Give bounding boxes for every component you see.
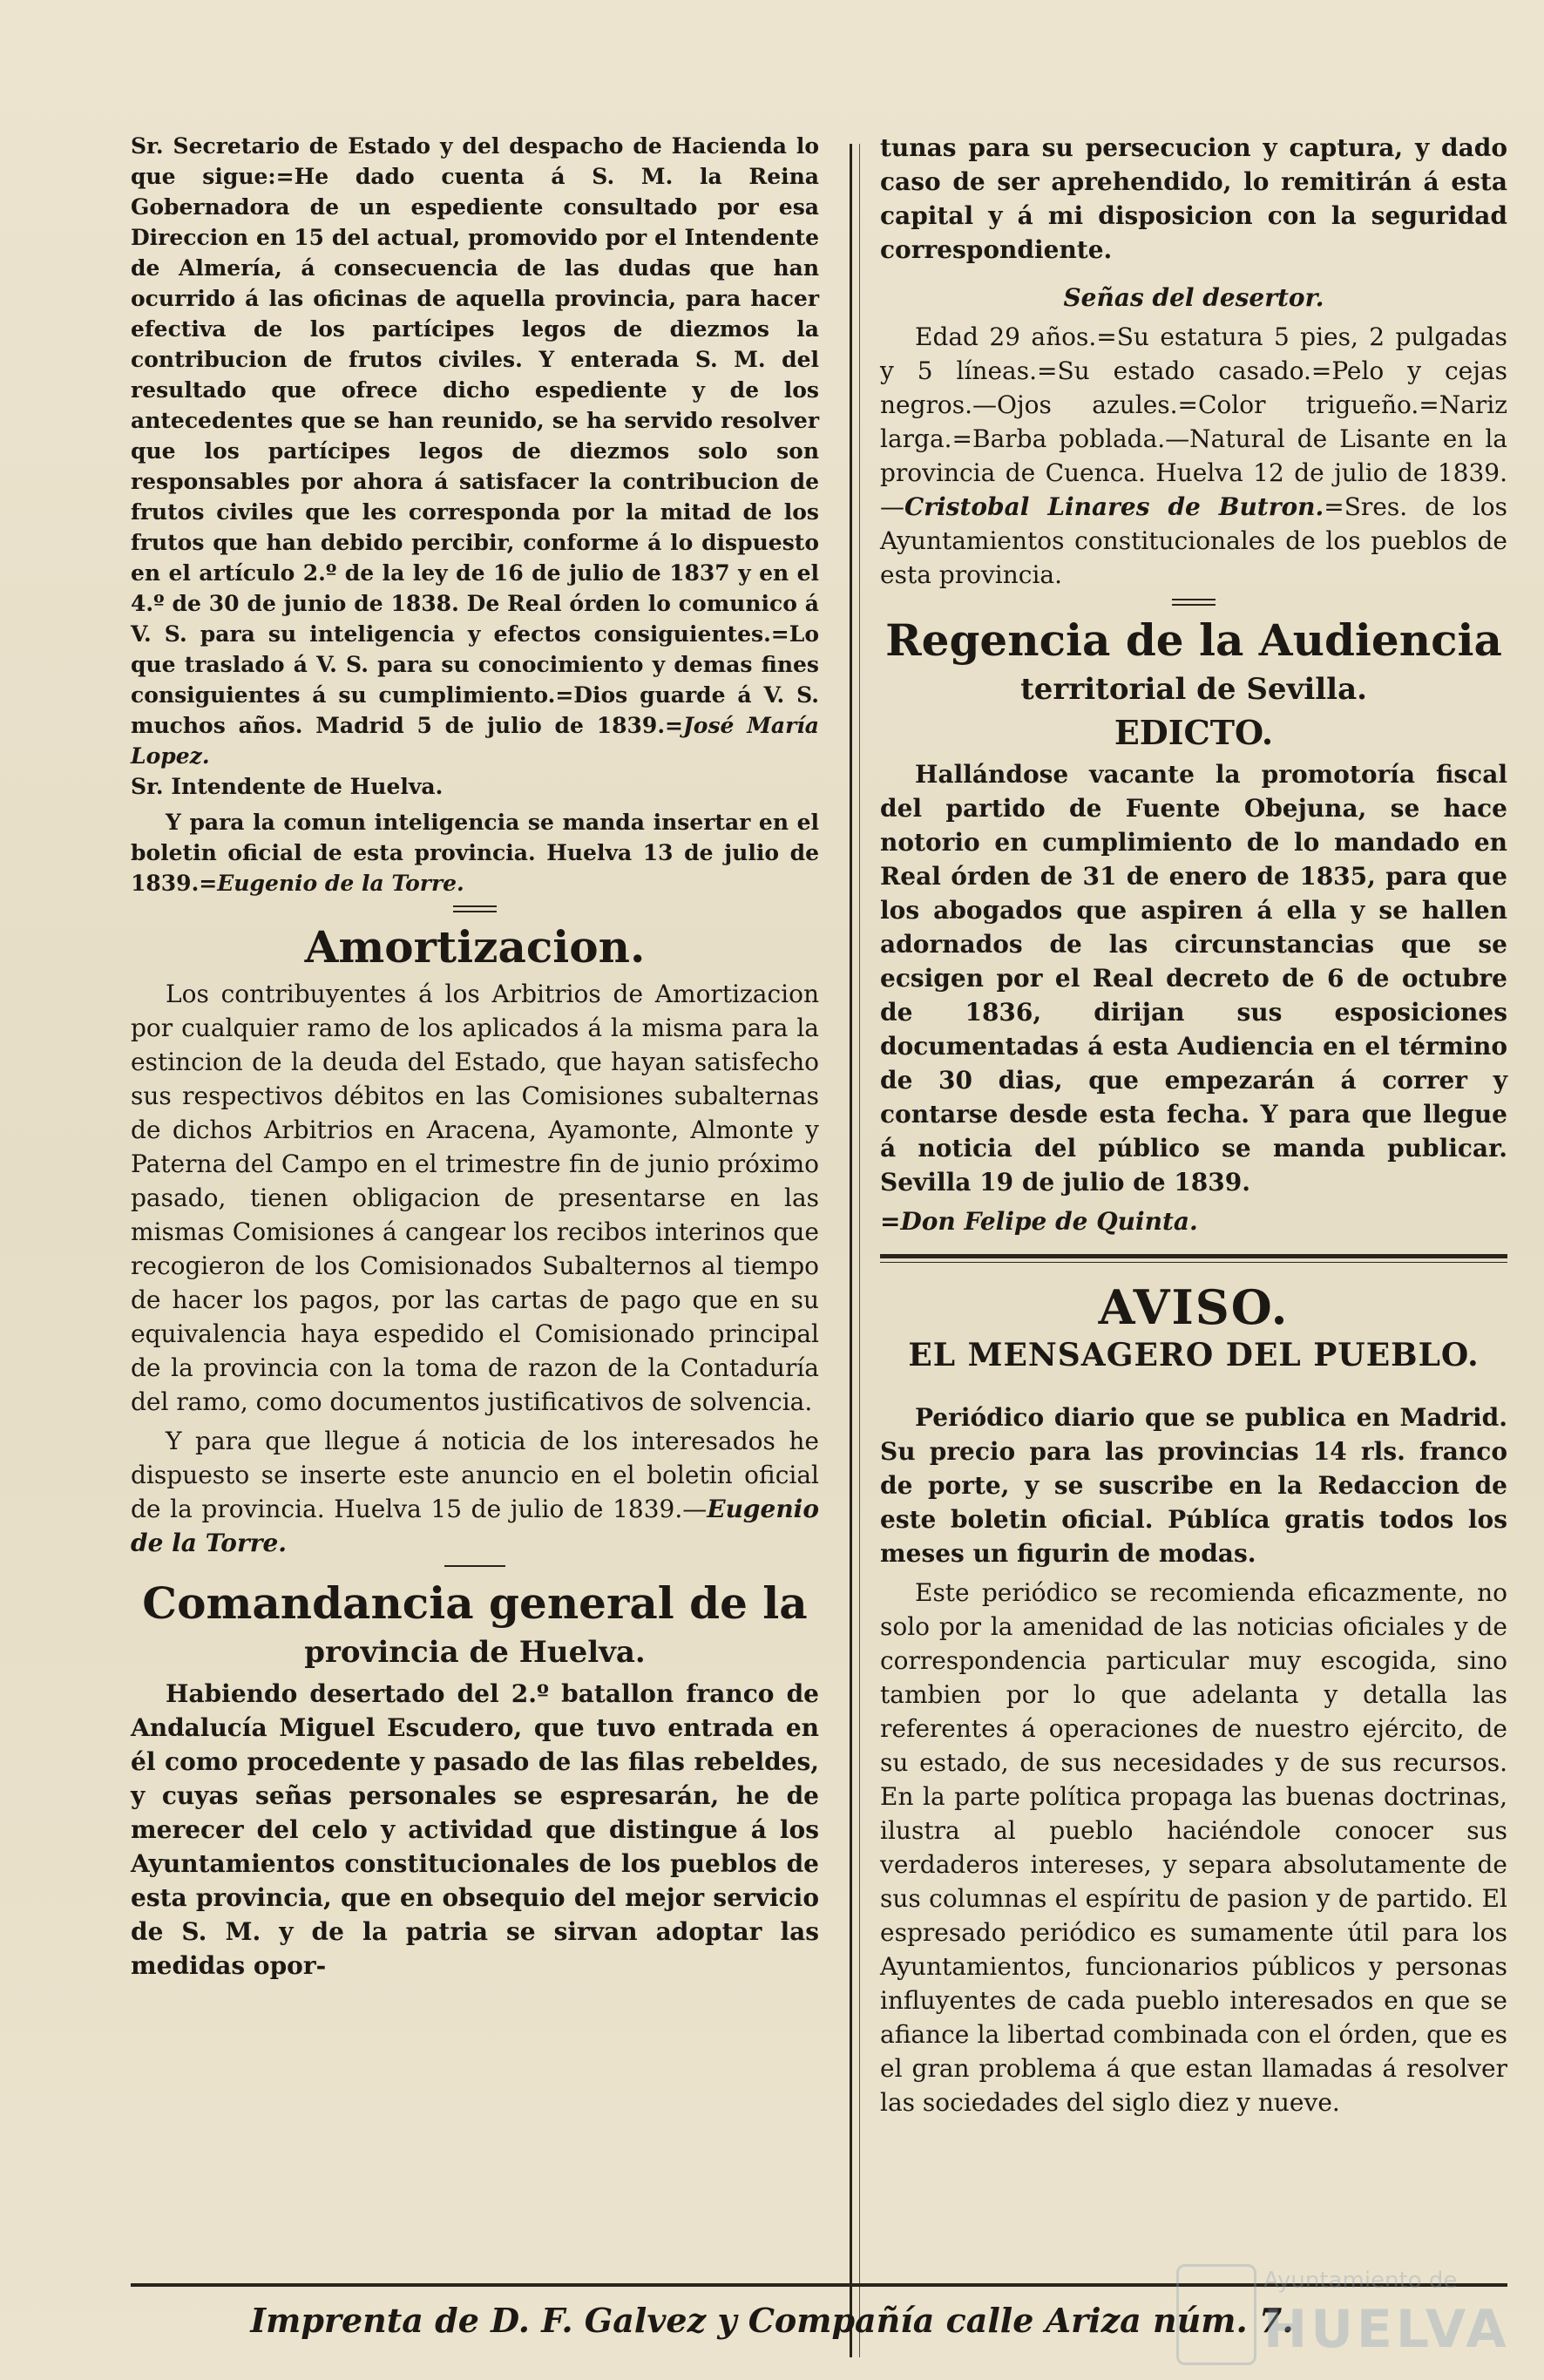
- signature-lopez: José María Lopez.: [131, 713, 819, 769]
- separator: [444, 1565, 505, 1567]
- watermark-small-text: Ayuntamiento de: [1263, 2268, 1458, 2294]
- left-column: [131, 131, 819, 1988]
- signature-torre-1: Eugenio de la Torre.: [217, 871, 464, 896]
- senas-body: Edad 29 años.=Su estatura 5 pies, 2 pulgadas y 5 líneas.=Su estado casado.=Pelo y cejas negros.—Ojos azules.=Color trigueño.=Nariz larga.=Barba poblada.—Natural de Lisante en la provincia de Cuenca. Huelva 12 de julio de 1839.—Cristobal Linares de Butron.=Sres. de los Ayuntamientos constitucionales de los pueblos de esta provincia.: [880, 322, 1508, 589]
- mensagero-heading: EL MENSAGERO DEL PUEBLO.: [908, 1337, 1480, 1373]
- watermark-name: HUELVA: [1263, 2299, 1510, 2360]
- deserter-continuation: tunas para su persecucion y captura, y dado caso de ser aprehendido, lo remitirán á esta capital y á mi disposicion con la seguridad correspondiente.: [880, 133, 1507, 264]
- aviso-intro: Periódico diario que se publica en Madrid. Su precio para las provincias 14 rls. franco de porte, y se suscribe en la Redaccion de este boletin oficial. Públíca gratis todos los meses un figurin de modas.: [880, 1403, 1507, 1568]
- section-rule: [880, 1254, 1507, 1263]
- column-rule-thin: [859, 144, 860, 2357]
- printer-imprint: Imprenta de D. F. Galvez y Compañía calle Ariza núm. 7.: [250, 2301, 1294, 2340]
- column-rule: [850, 144, 852, 2357]
- regencia-subheading: territorial de Sevilla.: [1020, 672, 1367, 707]
- signature-linares: Cristobal Linares de Butron.: [904, 492, 1324, 521]
- comandancia-body: Habiendo desertado del 2.º batallon franco de Andalucía Miguel Escudero, que tuvo entrada en él como procedente y pasado de las filas rebeldes, y cuyas señas personales se espresarán, he de merecer del celo y actividad que distingue á los Ayuntamientos constitucionales de los pueblos de esta provincia, que en obsequio del mejor servicio de S. M. y de la patria se sirvan adoptar las medidas opor-: [131, 1679, 819, 1980]
- regencia-heading: Regencia de la Audiencia: [885, 614, 1502, 666]
- amortizacion-body: Los contribuyentes á los Arbitrios de Amortizacion por cualquier ramo de los aplicados á la misma para la estincion de la deuda del Estado, que hayan satisfecho sus respectivos débitos en las Comisiones subalternas de dichos Arbitrios en Aracena, Ayamonte, Almonte y Paterna del Campo en el trimestre fin de junio próximo pasado, tienen obligacion de presentarse en las mismas Comisiones á cangear los recibos interinos que recogieron de los Comisionados Subalternos al tiempo de hacer los pagos, por las cartas de pago que en su equivalencia haya espedido el Comisionado principal de la provincia con la toma de razon de la Contaduría del ramo, como documentos justificativos de solvencia.: [131, 980, 819, 1416]
- archive-watermark: [1176, 2255, 1510, 2369]
- insertion-order: Y para la comun inteligencia se manda insertar en el boletin oficial de esta provincia. Huelva 13 de julio de 1839.=Eugenio de la Torre.: [131, 810, 819, 896]
- edicto-body: Hallándose vacante la promotoría fiscal del partido de Fuente Obejuna, se hace notorio en cumplimiento de lo mandado en Real órden de 31 de enero de 1835, para que los abogados que aspiren á ella y se hallen adornados de las circunstancias que se ecsigen por el Real decreto de 6 de octubre de 1836, dirijan sus esposiciones documentadas á esta Audiencia en el término de 30 dias, que empezarán á correr y contarse desde esta fecha. Y para que llegue á noticia del público se manda publicar. Sevilla 19 de julio de 1839.: [880, 760, 1507, 1197]
- signature-torre-2: Eugenio de la Torre.: [131, 1495, 819, 1557]
- edicto-heading: EDICTO.: [1114, 713, 1274, 752]
- aviso-body: Este periódico se recomienda eficazmente, no solo por la amenidad de las noticias oficiales y de correspondencia particular muy escogida, sino tambien por lo que adelanta y detalla las referentes á operaciones de nuestro ejército, de su estado, de sus necesidades y de sus recursos. En la parte política propaga las buenas doctrinas, ilustra al pueblo haciéndole conocer sus verdaderos intereses, y separa absolutamente de sus columnas el espíritu de pasion y de partido. El espresado periódico es sumamente útil para los Ayuntamientos, funcionarios públicos y personas influyentes de cada pueblo interesados en que se afiance la libertad combinada con el órden, que es el gran problema á que estan llamadas á resolver las sociedades del siglo diez y nueve.: [880, 1578, 1507, 2117]
- right-column: [880, 131, 1507, 2125]
- aviso-heading: AVISO.: [1098, 1279, 1290, 1335]
- separator: [453, 905, 497, 912]
- comandancia-subheading: provincia de Huelva.: [304, 1635, 646, 1670]
- signature-quinta: =Don Felipe de Quinta.: [880, 1207, 1198, 1236]
- senas-heading: Señas del desertor.: [1063, 283, 1324, 312]
- amortizacion-closing: Y para que llegue á noticia de los interesados he dispuesto se inserte este anuncio en el boletin oficial de la provincia. Huelva 15 de julio de 1839.—Eugenio de la Torre.: [131, 1427, 819, 1557]
- comandancia-heading: Comandancia general de la: [142, 1577, 808, 1629]
- hacienda-notice: Sr. Secretario de Estado y del despacho de Hacienda lo que sigue:=He dado cuenta á S. M. la Reina Gobernadora de un espediente consultado por esa Direccion en 15 del actual, promovido por el Intendente de Almería, á consecuencia de las dudas que han ocurrido á las oficinas de aquella provincia, para hacer efectiva de los partícipes legos de diezmos la contribucion de frutos civiles. Y enterada S. M. del resultado que ofrece dicho espediente y de los antecedentes que se han reunido, se ha servido resolver que los partícipes legos de diezmos solo son responsables por ahora á satisfacer la contribucion de frutos civiles que les corresponda por la mitad de los frutos que han debido percibir, conforme á lo dispuesto en el artículo 2.º de la ley de 16 de julio de 1837 y en el 4.º de 30 de junio de 1838. De Real órden lo comunico á V. S. para su inteligencia y efectos consiguientes.=Lo que traslado á V. S. para su conocimiento y demas fines consiguientes á su cumplimiento.=Dios guarde á V. S. muchos años. Madrid 5 de julio de 1839.=José María Lopez. Sr. Intendente de Huelva.: [131, 133, 819, 799]
- separator: [1172, 599, 1216, 606]
- amortizacion-heading: Amortizacion.: [304, 921, 646, 973]
- addressee: Sr. Intendente de Huelva.: [131, 774, 444, 799]
- city-crest-icon: [1176, 2264, 1256, 2365]
